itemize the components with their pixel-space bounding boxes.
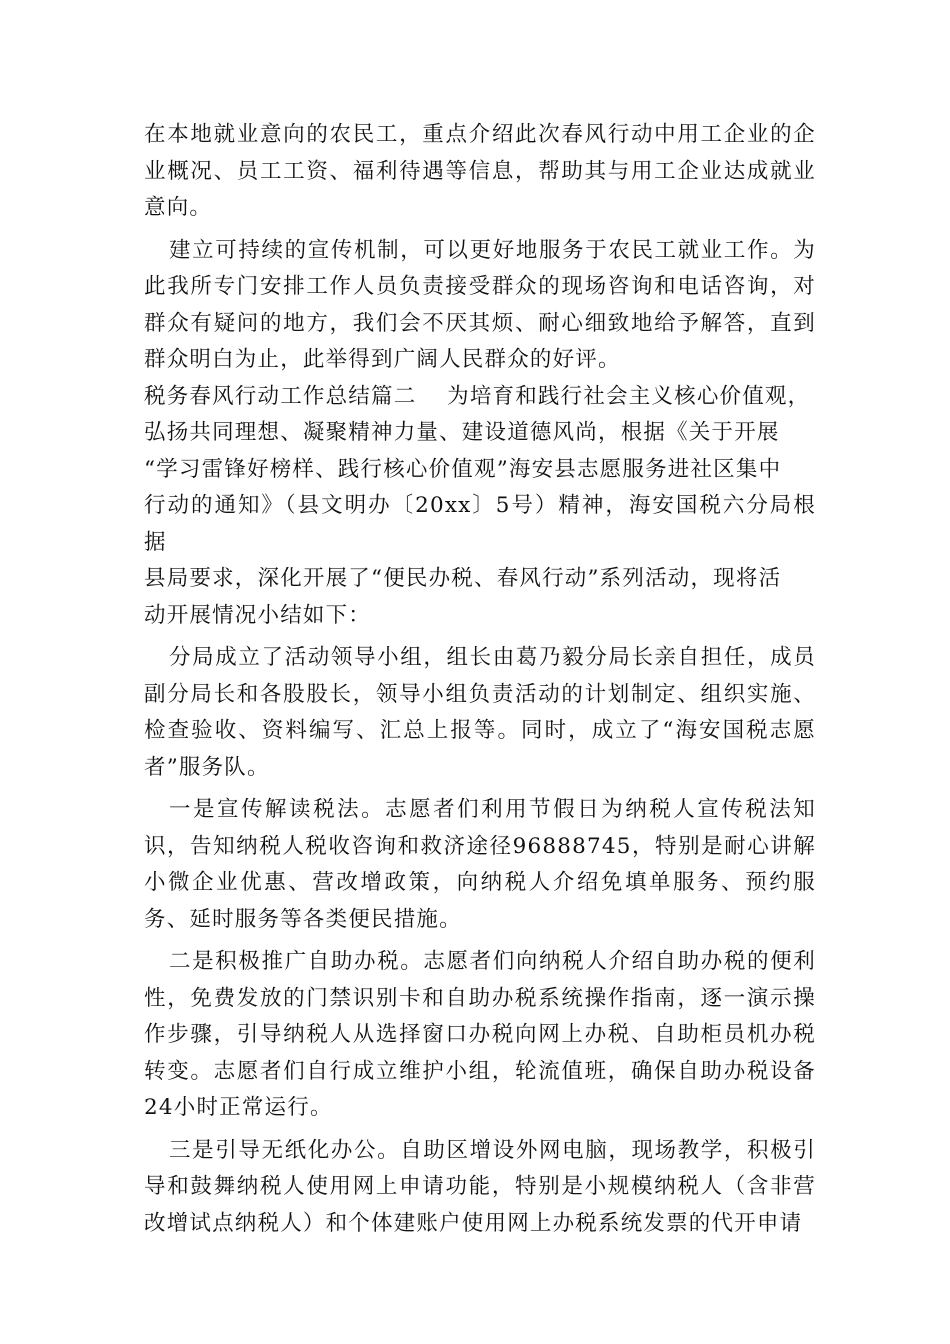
heading-line-5: 县局要求，深化开展了“便民办税、春风行动”系列活动，现将活 — [144, 566, 782, 591]
heading-line-3: “学习雷锋好榜样、践行核心价值观”海安县志愿服务进社区集中 — [144, 456, 782, 482]
document-body — [144, 117, 816, 1242]
paragraph-paperless-office: 三是引导无纸化办公。自助区增设外网电脑，现场教学，积极引导和鼓舞纳税人使用网上申请功能，特别是小规模纳税人（含非营改增试点纳税人）和个体建账户使用网上办税系统发票的代开申请 — [144, 1137, 816, 1236]
heading-line-1: 税务春风行动工作总结篇二 为培育和践行社会主义核心价值观， — [144, 383, 811, 409]
heading-line-6: 动开展情况小结如下： — [144, 602, 372, 628]
paragraph-tax-law-publicity: 一是宣传解读税法。志愿者们利用节假日为纳税人宣传税法知识，告知纳税人税收咨询和救济途径96888745，特别是耐心讲解小微企业优惠、营改增政策，向纳税人介绍免填单服务、预约服务、延时服务等各类便民措施。 — [144, 797, 816, 932]
section-heading-block — [144, 379, 816, 635]
paragraph-publicity-mechanism: 建立可持续的宣传机制，可以更好地服务于农民工就业工作。为此我所专门安排工作人员负责接受群众的现场咨询和电话咨询，对群众有疑问的地方，我们会不厌其烦、耐心细致地给予解答，直到群众明白为止，此举得到广阔人民群众的好评。 — [144, 237, 816, 372]
paragraph-leadership-group: 分局成立了活动领导小组，组长由葛乃毅分局长亲自担任，成员副分局长和各股股长，领导小组负责活动的计划制定、组织实施、检查验收、资料编写、汇总上报等。同时，成立了“海安国税志愿者”服务队。 — [144, 645, 816, 780]
paragraph-self-service-tax: 二是积极推广自助办税。志愿者们向纳税人介绍自助办税的便利性，免费发放的门禁识别卡和自助办税系统操作指南，逐一演示操作步骤，引导纳税人从选择窗口办税向网上办税、自助柜员机办税转变。志愿者们自行成立维护小组，轮流值班，确保自助办税设备24小时正常运行。 — [144, 949, 816, 1120]
paragraph-intro-continuation: 在本地就业意向的农民工，重点介绍此次春风行动中用工企业的企业概况、员工工资、福利待遇等信息，帮助其与用工企业达成就业意向。 — [144, 122, 816, 220]
heading-line-4: 行动的通知》（县文明办〔20xx〕5号）精神，海安国税六分局根据 — [144, 493, 816, 555]
heading-line-2: 弘扬共同理想、凝聚精神力量、建设道德风尚，根据《关于开展 — [144, 420, 780, 445]
